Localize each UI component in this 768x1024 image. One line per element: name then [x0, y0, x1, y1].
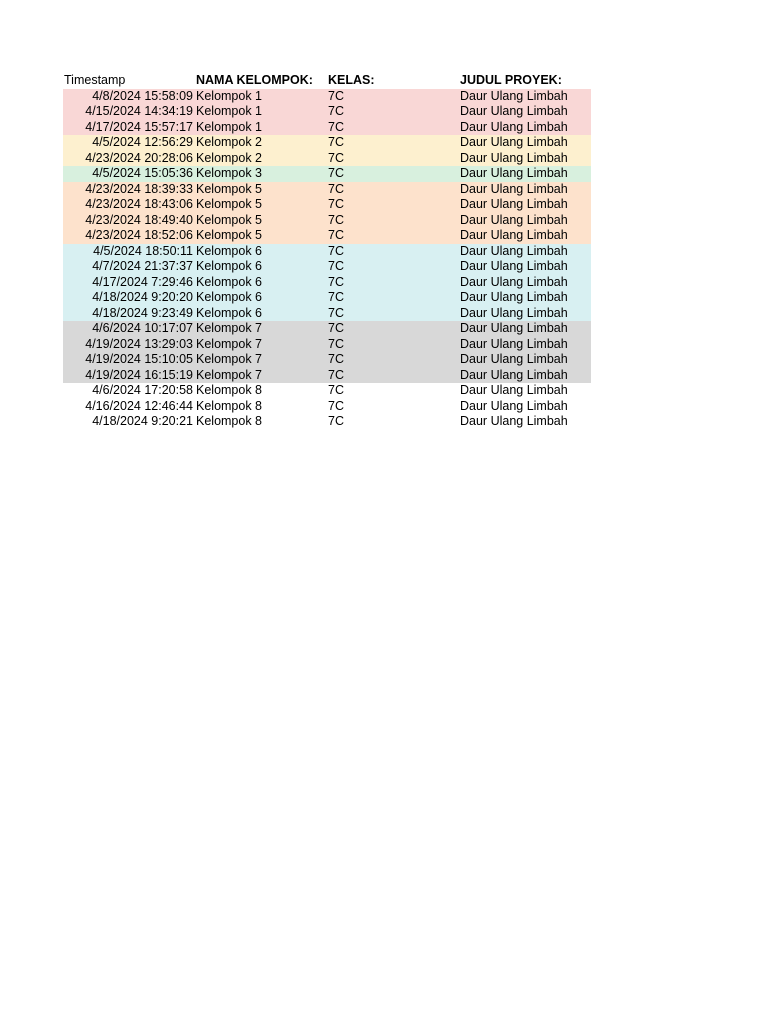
cell-judul-proyek: Daur Ulang Limbah: [460, 243, 568, 258]
cell-kelas: 7C: [328, 228, 344, 242]
cell-timestamp: 4/23/2024 18:43:06: [85, 197, 193, 211]
cell-timestamp: 4/17/2024 15:57:17: [85, 119, 193, 134]
table-row: [63, 399, 591, 415]
cell-kelas: 7C: [328, 150, 344, 165]
table-row: [63, 213, 591, 229]
table-row: [63, 104, 591, 120]
table-row: [63, 275, 591, 291]
cell-timestamp: 4/15/2024 14:34:19: [85, 104, 193, 118]
cell-kelas: 7C: [328, 290, 344, 304]
cell-judul-proyek: Daur Ulang Limbah: [460, 398, 568, 413]
cell-judul-proyek: Daur Ulang Limbah: [460, 212, 568, 227]
cell-judul-proyek: Daur Ulang Limbah: [460, 197, 568, 211]
cell-nama-kelompok: Kelompok 8: [196, 414, 263, 428]
cell-judul-proyek: Daur Ulang Limbah: [460, 150, 568, 165]
cell-judul-proyek: Daur Ulang Limbah: [460, 228, 568, 242]
cell-nama-kelompok: Kelompok 1: [196, 88, 263, 103]
cell-timestamp: 4/19/2024 13:29:03: [85, 336, 193, 351]
cell-timestamp: 4/5/2024 18:50:11: [93, 243, 193, 258]
cell-nama-kelompok: Kelompok 3: [196, 166, 263, 180]
table-row: [63, 166, 591, 182]
cell-timestamp: 4/23/2024 20:28:06: [85, 150, 193, 165]
cell-timestamp: 4/6/2024 17:20:58: [92, 383, 193, 397]
table-row: [63, 135, 591, 151]
cell-timestamp: 4/5/2024 12:56:29: [92, 135, 193, 149]
cell-kelas: 7C: [328, 414, 344, 428]
cell-judul-proyek: Daur Ulang Limbah: [460, 104, 568, 118]
spreadsheet-table: [63, 73, 591, 430]
table-row: [63, 244, 591, 260]
cell-kelas: 7C: [328, 352, 344, 366]
table-row: [63, 321, 591, 337]
cell-judul-proyek: Daur Ulang Limbah: [460, 305, 568, 320]
cell-judul-proyek: Daur Ulang Limbah: [460, 352, 568, 366]
cell-kelas: 7C: [328, 243, 344, 258]
cell-kelas: 7C: [328, 383, 344, 397]
cell-nama-kelompok: Kelompok 5: [196, 228, 263, 242]
cell-nama-kelompok: Kelompok 8: [196, 398, 263, 413]
cell-kelas: 7C: [328, 197, 344, 211]
table-row: [63, 290, 591, 306]
cell-judul-proyek: Daur Ulang Limbah: [460, 290, 568, 304]
header-kelas: KELAS:: [328, 73, 375, 87]
table-row: [63, 182, 591, 198]
cell-kelas: 7C: [328, 398, 344, 413]
cell-timestamp: 4/8/2024 15:58:09: [92, 88, 193, 103]
cell-nama-kelompok: Kelompok 5: [196, 181, 263, 196]
cell-timestamp: 4/18/2024 9:23:49: [92, 305, 193, 320]
header-timestamp: Timestamp: [64, 73, 126, 87]
cell-nama-kelompok: Kelompok 1: [196, 104, 263, 118]
cell-timestamp: 4/23/2024 18:52:06: [85, 228, 193, 242]
cell-timestamp: 4/16/2024 12:46:44: [85, 398, 193, 413]
cell-nama-kelompok: Kelompok 7: [196, 321, 263, 335]
cell-kelas: 7C: [328, 274, 344, 289]
cell-kelas: 7C: [328, 212, 344, 227]
cell-timestamp: 4/6/2024 10:17:07: [92, 321, 193, 335]
table-row: [63, 228, 591, 244]
table-row: [63, 259, 591, 275]
cell-nama-kelompok: Kelompok 6: [196, 305, 263, 320]
cell-kelas: 7C: [328, 336, 344, 351]
cell-nama-kelompok: Kelompok 5: [196, 197, 263, 211]
cell-timestamp: 4/7/2024 21:37:37: [92, 259, 193, 273]
cell-timestamp: 4/18/2024 9:20:21: [92, 414, 193, 428]
header-judul-proyek: JUDUL PROYEK:: [460, 73, 562, 87]
cell-kelas: 7C: [328, 259, 344, 273]
cell-nama-kelompok: Kelompok 6: [196, 274, 263, 289]
table-body: [63, 89, 591, 430]
header-nama-kelompok: NAMA KELOMPOK:: [196, 73, 313, 87]
cell-judul-proyek: Daur Ulang Limbah: [460, 367, 568, 382]
cell-timestamp: 4/23/2024 18:39:33: [85, 181, 193, 196]
cell-nama-kelompok: Kelompok 8: [196, 383, 263, 397]
cell-kelas: 7C: [328, 321, 344, 335]
table-row: [63, 306, 591, 322]
cell-kelas: 7C: [328, 166, 344, 180]
cell-nama-kelompok: Kelompok 6: [196, 259, 263, 273]
cell-judul-proyek: Daur Ulang Limbah: [460, 321, 568, 335]
cell-judul-proyek: Daur Ulang Limbah: [460, 259, 568, 273]
cell-judul-proyek: Daur Ulang Limbah: [460, 166, 568, 180]
cell-timestamp: 4/23/2024 18:49:40: [85, 212, 193, 227]
cell-timestamp: 4/5/2024 15:05:36: [92, 166, 193, 180]
table-row: [63, 337, 591, 353]
table-row: [63, 414, 591, 430]
cell-timestamp: 4/17/2024 7:29:46: [92, 274, 193, 289]
header-row: [63, 73, 591, 89]
cell-judul-proyek: Daur Ulang Limbah: [460, 336, 568, 351]
table-row: [63, 89, 591, 105]
cell-judul-proyek: Daur Ulang Limbah: [460, 135, 568, 149]
cell-nama-kelompok: Kelompok 7: [196, 367, 263, 382]
cell-timestamp: 4/18/2024 9:20:20: [92, 290, 193, 304]
cell-judul-proyek: Daur Ulang Limbah: [460, 274, 568, 289]
cell-kelas: 7C: [328, 135, 344, 149]
cell-kelas: 7C: [328, 88, 344, 103]
cell-judul-proyek: Daur Ulang Limbah: [460, 383, 568, 397]
table-row: [63, 151, 591, 167]
cell-judul-proyek: Daur Ulang Limbah: [460, 414, 568, 428]
cell-nama-kelompok: Kelompok 7: [196, 352, 263, 366]
cell-timestamp: 4/19/2024 15:10:05: [85, 352, 193, 366]
table-row: [63, 120, 591, 136]
table-row: [63, 352, 591, 368]
cell-nama-kelompok: Kelompok 7: [196, 336, 263, 351]
table-row: [63, 197, 591, 213]
cell-kelas: 7C: [328, 104, 344, 118]
cell-nama-kelompok: Kelompok 1: [196, 119, 263, 134]
table-row: [63, 383, 591, 399]
cell-nama-kelompok: Kelompok 6: [196, 243, 263, 258]
cell-timestamp: 4/19/2024 16:15:19: [85, 367, 193, 382]
cell-kelas: 7C: [328, 181, 344, 196]
cell-kelas: 7C: [328, 367, 344, 382]
cell-kelas: 7C: [328, 305, 344, 320]
cell-judul-proyek: Daur Ulang Limbah: [460, 119, 568, 134]
cell-nama-kelompok: Kelompok 2: [196, 150, 263, 165]
cell-kelas: 7C: [328, 119, 344, 134]
cell-nama-kelompok: Kelompok 6: [196, 290, 263, 304]
cell-nama-kelompok: Kelompok 5: [196, 212, 263, 227]
cell-nama-kelompok: Kelompok 2: [196, 135, 263, 149]
cell-judul-proyek: Daur Ulang Limbah: [460, 88, 568, 103]
table-row: [63, 368, 591, 384]
cell-judul-proyek: Daur Ulang Limbah: [460, 181, 568, 196]
